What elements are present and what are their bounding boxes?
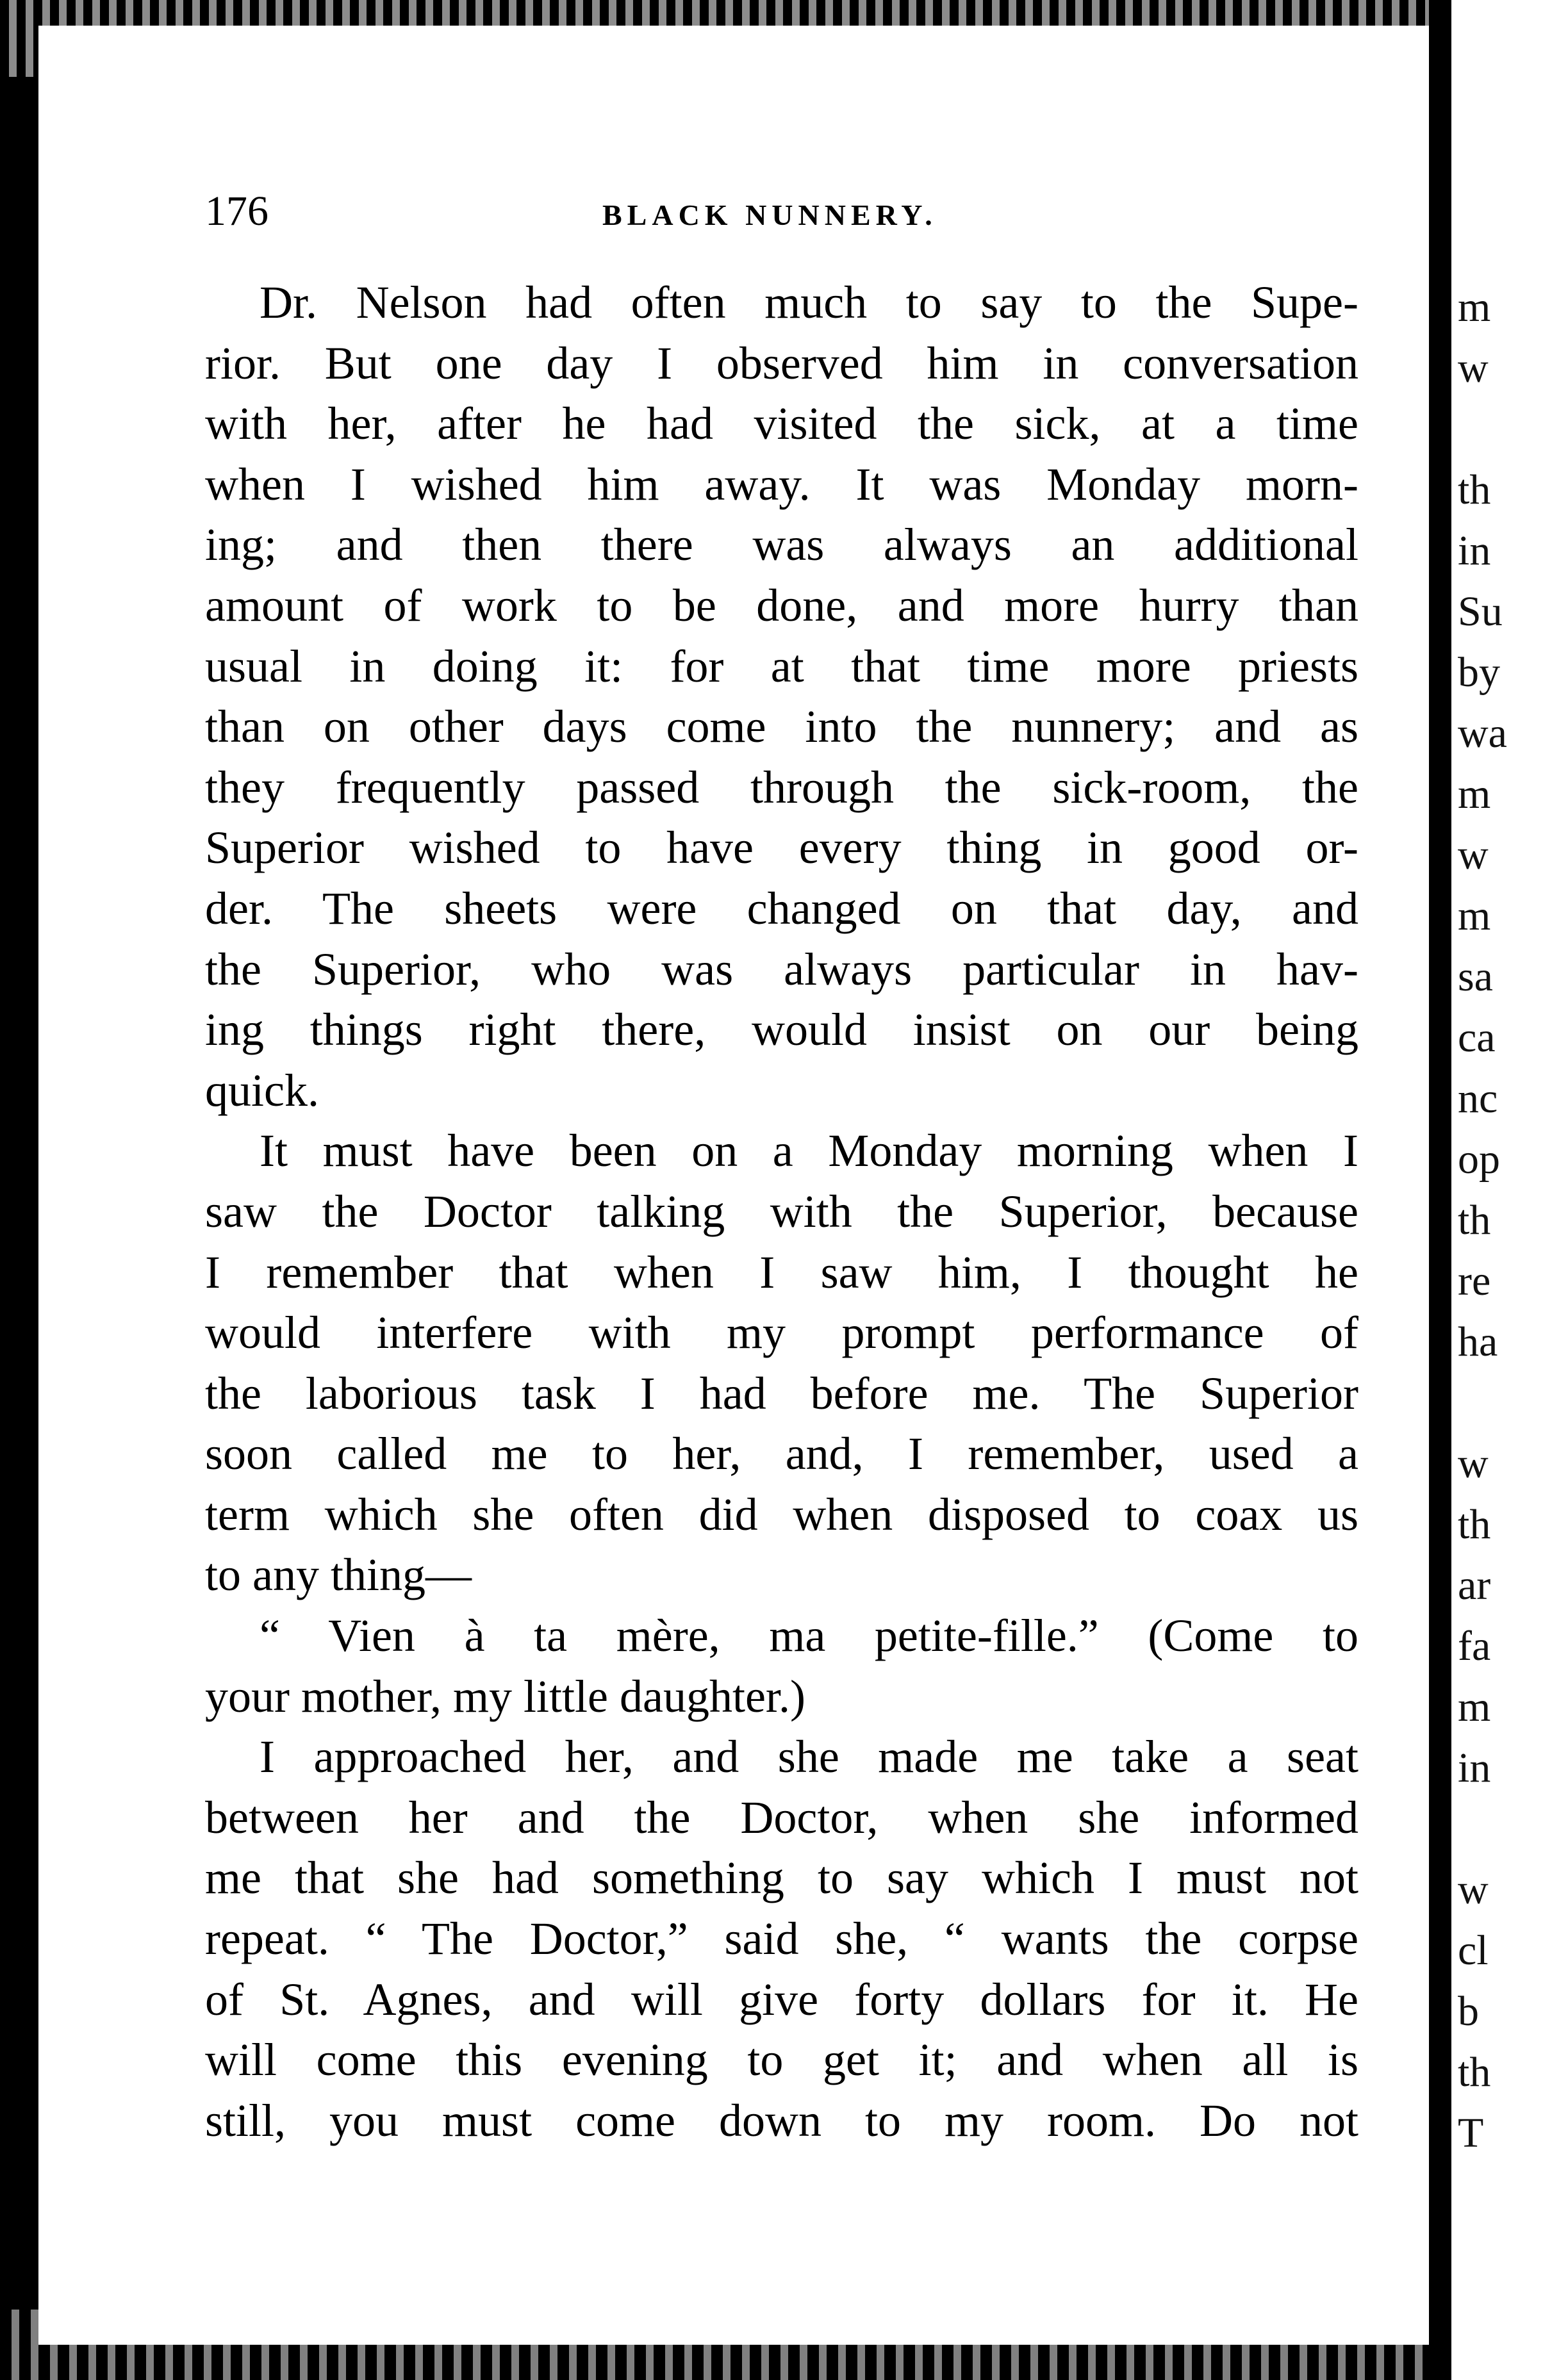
facing-page-fragment: cl: [1458, 1927, 1489, 1974]
facing-page-fragment: wa: [1458, 710, 1507, 757]
text-line: term which she often did when disposed to coax us: [205, 1488, 1358, 1540]
text-line: still, you must come down to my room. Do not: [205, 2094, 1358, 2146]
text-line: with her, after he had visited the sick, at a time: [205, 398, 1358, 450]
text-line: the laborious task I had before me. The Superior: [205, 1367, 1358, 1419]
text-line: when I wished him away. It was Monday morn-: [205, 458, 1358, 510]
facing-page-fragment: T: [1458, 2110, 1484, 2156]
facing-page-fragment: in: [1458, 527, 1491, 574]
facing-page-fragment: m: [1458, 1684, 1491, 1730]
facing-page-fragment: nc: [1458, 1075, 1498, 1122]
text-line: ing things right there, would insist on our being: [205, 1004, 1358, 1056]
text-line: ing; and then there was always an additional: [205, 519, 1358, 571]
text-line: rior. But one day I observed him in conversation: [205, 337, 1358, 389]
facing-page-fragment: op: [1458, 1136, 1500, 1183]
facing-page-fragment: m: [1458, 771, 1491, 817]
text-line: quick.: [205, 1064, 319, 1116]
text-line: than on other days come into the nunnery; and as: [205, 701, 1358, 753]
text-line: der. The sheets were changed on that day, and: [205, 882, 1358, 934]
facing-page-fragment: w: [1458, 1440, 1489, 1487]
running-title: BLACK NUNNERY.: [602, 199, 937, 231]
facing-page-fragment: th: [1458, 1501, 1491, 1548]
text-line: between her and the Doctor, when she informed: [205, 1791, 1358, 1843]
page-number: 176: [205, 188, 268, 234]
facing-page-fragment: in: [1458, 1744, 1491, 1791]
text-line: the Superior, who was always particular in hav-: [205, 943, 1358, 995]
facing-page-fragment: m: [1458, 284, 1491, 331]
facing-page-fragment: th: [1458, 2049, 1491, 2096]
text-line: soon called me to her, and, I remember, used a: [205, 1428, 1358, 1480]
facing-page-fragment: m: [1458, 892, 1491, 939]
facing-page-fragment: ha: [1458, 1318, 1498, 1365]
facing-page-fragment: th: [1458, 1197, 1491, 1243]
text-line: amount of work to be done, and more hurry than: [205, 579, 1358, 631]
facing-page-fragment: ar: [1458, 1562, 1491, 1609]
text-line: would interfere with my prompt performance of: [205, 1307, 1358, 1359]
text-line: your mother, my little daughter.): [205, 1670, 805, 1722]
text-line: usual in doing it: for at that time more priests: [205, 640, 1358, 692]
text-line: Superior wished to have every thing in good or-: [205, 822, 1358, 874]
text-line: of St. Agnes, and will give forty dollars for it. He: [205, 1973, 1358, 2025]
text-line: repeat. “ The Doctor,” said she, “ wants the corpse: [205, 1913, 1358, 1965]
text-line: will come this evening to get it; and when all is: [205, 2034, 1358, 2086]
facing-page-fragment: Su: [1458, 588, 1503, 635]
facing-page-fragment: w: [1458, 832, 1489, 878]
body-text: [205, 272, 1358, 2151]
facing-page-fragment: sa: [1458, 953, 1493, 1000]
facing-page-fragment: by: [1458, 649, 1500, 696]
page-header: [205, 183, 1371, 240]
text-line: I approached her, and she made me take a seat: [260, 1731, 1358, 1783]
text-line: saw the Doctor talking with the Superior, because: [205, 1185, 1358, 1237]
text-line: “ Vien à ta mère, ma petite-fille.” (Come to: [260, 1610, 1358, 1662]
text-line: I remember that when I saw him, I thought he: [205, 1246, 1358, 1298]
facing-page-fragment: w: [1458, 1866, 1489, 1913]
facing-page-fragment: b: [1458, 1988, 1479, 2035]
text-line: to any thing—: [205, 1549, 472, 1601]
text-line: they frequently passed through the sick-room, the: [205, 761, 1358, 813]
text-line: It must have been on a Monday morning when I: [260, 1125, 1358, 1177]
text-line: me that she had something to say which I must not: [205, 1852, 1358, 1904]
facing-page-fragment: fa: [1458, 1623, 1491, 1670]
facing-page-fragment: th: [1458, 466, 1491, 513]
facing-page-fragment: w: [1458, 345, 1489, 391]
facing-page-fragment: re: [1458, 1258, 1491, 1304]
text-line: Dr. Nelson had often much to say to the Supe-: [260, 277, 1358, 328]
facing-page-fragment: ca: [1458, 1014, 1496, 1061]
book-gutter: [1429, 0, 1455, 2380]
